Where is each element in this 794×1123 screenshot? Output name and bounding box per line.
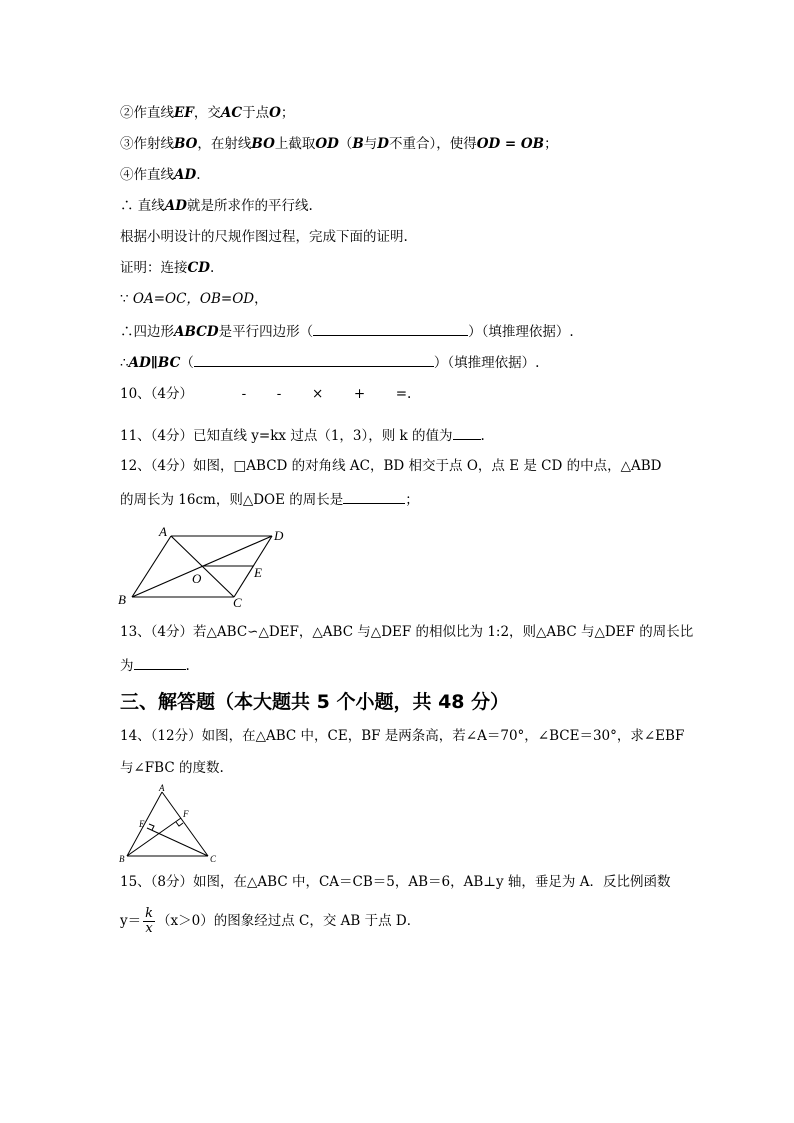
segment-ab (127, 792, 162, 856)
question-text: 为 (120, 658, 134, 674)
math-b: B (352, 136, 364, 152)
step-text: ）（填推理依据）. (468, 324, 574, 340)
right-angle-mark-f (176, 822, 183, 826)
math-cd: CD (187, 260, 210, 276)
operator: - (241, 386, 247, 402)
question-text: ； (405, 492, 419, 508)
answer-blank[interactable] (453, 425, 481, 440)
height-bf (127, 818, 181, 856)
math-bo: BO (251, 136, 275, 152)
construction-step-3 (120, 135, 558, 153)
step-text: 就是所求作的平行线. (186, 198, 313, 214)
math-bo: BO (174, 136, 198, 152)
step-text: ∴四边形 (120, 324, 174, 340)
question-12-line-2 (120, 489, 419, 509)
question-15-line-1 (120, 873, 670, 891)
question-text: y＝ (120, 913, 142, 929)
label-f: F (183, 809, 189, 819)
step-text: ）（填推理依据）. (433, 355, 540, 371)
math-od: OD (315, 136, 339, 152)
operator: + (353, 386, 366, 402)
step-text: （ (338, 136, 353, 152)
question-text: 11、（4分）已知直线 y=kx 过点（1，3），则 k 的值为 (120, 428, 453, 444)
math-ad: AD (174, 167, 197, 183)
question-text: 与∠FBC 的度数. (120, 760, 224, 776)
question-12-line-1 (120, 457, 661, 475)
answer-blank[interactable] (343, 489, 405, 504)
step-text: 与 (363, 136, 378, 152)
label-b: B (118, 592, 126, 607)
label-a: A (159, 783, 165, 793)
step-text: ∴ 直线 (120, 198, 165, 214)
math-abcd: ABCD (174, 324, 219, 340)
label-o: O (192, 571, 202, 586)
fraction-numerator: k (145, 906, 154, 921)
question-text: 13、（4分）若△ABC∽△DEF，△ABC 与△DEF 的相似比为 1:2，则△ABC 与△DEF 的周长比 (120, 624, 694, 640)
step-text: ②作直线 (120, 105, 174, 121)
height-ce (147, 828, 208, 856)
because-line (120, 290, 268, 308)
math-ef: EF (174, 105, 194, 121)
parallel-line (120, 352, 539, 372)
operator: =. (395, 386, 412, 402)
question-11 (120, 425, 485, 445)
label-a: A (159, 524, 167, 539)
step-text: 根据小明设计的尺规作图过程，完成下面的证明. (120, 229, 408, 245)
answer-blank[interactable] (313, 321, 468, 336)
question-text: 15、（8分）如图，在△ABC 中，CA＝CB＝5，AB＝6，AB⊥y 轴，垂足为 A．反比例函数 (120, 874, 671, 890)
question-10 (120, 385, 411, 403)
step-text: 证明：连接 (120, 260, 188, 276)
operator: × (311, 386, 324, 402)
math-od-eq-ob: OD = OB (476, 136, 545, 152)
label-c: C (233, 595, 242, 610)
step-text: . (209, 260, 215, 276)
step-text: （ (180, 355, 194, 371)
step-text: ∴ (120, 355, 129, 371)
step-text: 于点 (242, 105, 270, 121)
math-ac: AC (220, 105, 243, 121)
label-c: C (210, 854, 217, 864)
answer-blank[interactable] (194, 352, 434, 367)
construction-step-4 (120, 166, 200, 184)
step-text: ④作直线 (120, 167, 174, 183)
triangle-heights-figure (115, 783, 225, 865)
answer-blank[interactable] (134, 655, 186, 670)
label-d: D (274, 528, 284, 543)
label-b: B (119, 854, 125, 864)
question-text: （x＞0）的图象经过点 C，交 AB 于点 D． (157, 913, 421, 929)
math-ad-parallel-bc: AD∥BC (128, 355, 181, 371)
question-14-line-1 (120, 727, 684, 745)
label-e: E (254, 565, 262, 580)
because-symbol: ∵ (120, 291, 129, 307)
question-13-line-2 (120, 655, 190, 675)
question-text: 12、（4分）如图，□ABCD 的对角线 AC，BD 相交于点 O，点 E 是 CD 的中点，△ABD (120, 458, 662, 474)
fraction-denominator: x (145, 921, 153, 936)
parallelogram-line (120, 321, 574, 341)
parallelogram-figure (115, 522, 295, 612)
instruction-line (120, 228, 408, 246)
step-text: ； (544, 136, 558, 152)
step-text: ，在射线 (197, 136, 252, 152)
step-text: 不重合），使得 (388, 136, 477, 152)
question-text: 的周长为 16cm，则△DOE 的周长是 (120, 492, 344, 508)
label-e: E (139, 819, 145, 829)
math-o: O (269, 105, 281, 121)
question-13-line-1 (120, 623, 693, 641)
math-ad: AD (164, 198, 187, 214)
question-14-line-2 (120, 759, 224, 777)
question-text: . (185, 658, 190, 674)
segment-ac (162, 792, 208, 856)
question-text: 14、（12分）如图，在△ABC 中，CE，BF 是两条高，若∠A＝70°，∠BCE＝30°，求∠EBF (120, 728, 685, 744)
section-heading: 三、解答题（本大题共 5 个小题，共 48 分） (120, 691, 510, 713)
question-15-line-2 (120, 904, 420, 938)
math-equalities: OA=OC，OB=OD (132, 291, 255, 307)
fraction (143, 907, 155, 936)
step-text: ，交 (193, 105, 221, 121)
question-text: . (480, 428, 485, 444)
question-label: 10、（4分） (120, 386, 194, 402)
step-text: ； (280, 105, 295, 121)
step-text: 是平行四边形（ (218, 324, 314, 340)
step-text: ③作射线 (120, 136, 174, 152)
step-text: 上截取 (274, 136, 316, 152)
step-text: ， (254, 291, 268, 307)
proof-start (120, 259, 214, 277)
conclusion-line (120, 197, 313, 215)
operator: - (276, 386, 282, 402)
construction-step-2 (120, 104, 294, 122)
segment-ba (132, 536, 171, 597)
step-text: . (196, 167, 201, 183)
math-d: D (377, 136, 389, 152)
